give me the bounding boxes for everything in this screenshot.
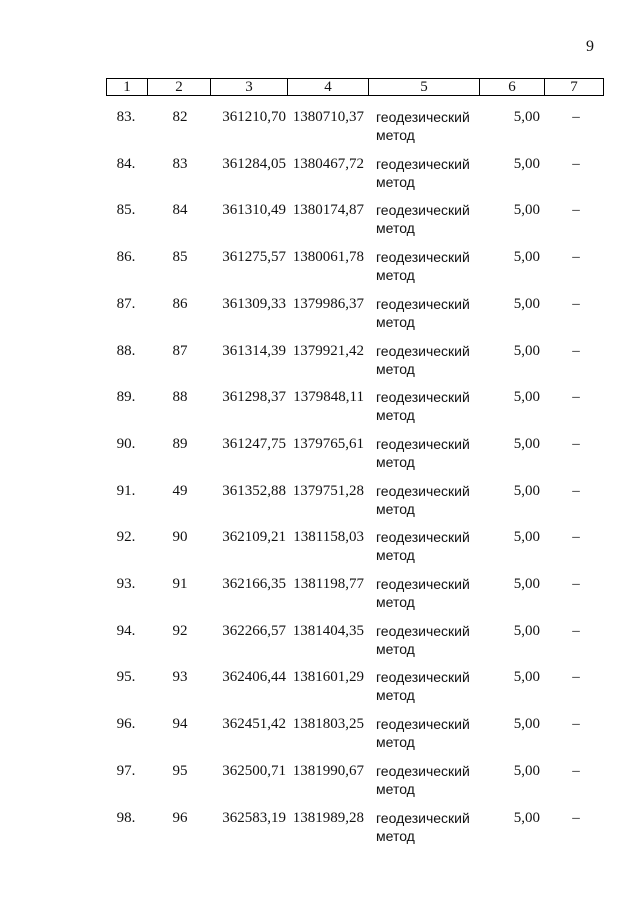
note-cell: – bbox=[572, 762, 580, 779]
x-coordinate-cell: 361275,57 bbox=[222, 249, 286, 266]
method-line-1: геодезический bbox=[376, 202, 470, 219]
method-line-1: геодезический bbox=[376, 155, 470, 172]
x-coordinate-cell: 362109,21 bbox=[222, 529, 286, 546]
note-cell: – bbox=[572, 109, 580, 125]
previous-point-cell: 87 bbox=[172, 342, 188, 359]
point-number-cell: 84. bbox=[116, 155, 136, 172]
accuracy-cell: 5,00 bbox=[513, 762, 540, 779]
previous-point-cell: 95 bbox=[172, 762, 188, 779]
method-line-2: метод bbox=[376, 407, 415, 424]
x-coordinate-cell: 361352,88 bbox=[222, 482, 286, 499]
previous-point-cell: 84 bbox=[172, 202, 188, 219]
previous-point-cell: 96 bbox=[172, 809, 188, 826]
y-coordinate-cell: 1380710,37 bbox=[292, 109, 364, 125]
y-coordinate-cell: 1381198,77 bbox=[293, 576, 364, 592]
note-cell: – bbox=[572, 809, 580, 826]
accuracy-cell: 5,00 bbox=[513, 576, 540, 592]
note-cell: – bbox=[572, 202, 580, 219]
method-line-1: геодезический bbox=[376, 389, 470, 406]
accuracy-cell: 5,00 bbox=[513, 669, 540, 686]
method-cell bbox=[376, 388, 486, 424]
method-line-2: метод bbox=[376, 220, 415, 237]
accuracy-cell: 5,00 bbox=[513, 482, 540, 499]
note-cell: – bbox=[572, 622, 580, 639]
method-line-2: метод bbox=[376, 360, 415, 377]
method-line-2: метод bbox=[376, 547, 415, 564]
accuracy-cell: 5,00 bbox=[513, 342, 540, 359]
note-cell: – bbox=[572, 389, 580, 406]
note-cell: – bbox=[572, 342, 580, 359]
point-number-cell: 83. bbox=[116, 109, 136, 125]
previous-point-cell: 86 bbox=[172, 295, 188, 312]
method-line-2: метод bbox=[376, 313, 415, 330]
method-line-1: геодезический bbox=[376, 576, 470, 592]
previous-point-cell: 85 bbox=[172, 249, 188, 266]
method-line-2: метод bbox=[376, 687, 415, 704]
table-row bbox=[0, 715, 640, 761]
table-row bbox=[0, 295, 640, 341]
column-header: 5 bbox=[369, 79, 480, 96]
method-line-1: геодезический bbox=[376, 716, 470, 733]
table-row bbox=[0, 201, 640, 247]
table-row bbox=[0, 528, 640, 574]
note-cell: – bbox=[572, 669, 580, 686]
method-cell bbox=[376, 809, 486, 845]
point-number-cell: 96. bbox=[116, 716, 136, 733]
point-number-cell: 88. bbox=[116, 342, 136, 359]
column-header: 3 bbox=[211, 79, 288, 96]
method-cell bbox=[376, 155, 486, 191]
method-line-1: геодезический bbox=[376, 809, 470, 826]
x-coordinate-cell: 362583,19 bbox=[222, 809, 286, 826]
previous-point-cell: 94 bbox=[172, 716, 188, 733]
x-coordinate-cell: 361314,39 bbox=[222, 342, 286, 359]
method-cell bbox=[376, 668, 486, 704]
point-number-cell: 93. bbox=[116, 576, 136, 592]
method-cell bbox=[376, 201, 486, 237]
x-coordinate-cell: 361247,75 bbox=[222, 435, 286, 452]
method-line-1: геодезический bbox=[376, 669, 470, 686]
note-cell: – bbox=[572, 155, 580, 172]
y-coordinate-cell: 1379986,37 bbox=[292, 295, 364, 312]
method-line-1: геодезический bbox=[376, 762, 470, 779]
y-coordinate-cell: 1381404,35 bbox=[292, 622, 364, 639]
x-coordinate-cell: 362266,57 bbox=[222, 622, 286, 639]
y-coordinate-cell: 1380174,87 bbox=[292, 202, 364, 219]
column-header-table bbox=[106, 78, 604, 96]
method-line-1: геодезический bbox=[376, 482, 470, 499]
method-line-2: метод bbox=[376, 734, 415, 751]
y-coordinate-cell: 1379751,28 bbox=[292, 482, 364, 499]
method-line-1: геодезический bbox=[376, 249, 470, 266]
table-row bbox=[0, 622, 640, 668]
previous-point-cell: 88 bbox=[172, 389, 188, 406]
method-line-2: метод bbox=[376, 173, 415, 190]
y-coordinate-cell: 1381990,67 bbox=[292, 762, 364, 779]
previous-point-cell: 83 bbox=[172, 155, 188, 172]
x-coordinate-cell: 362166,35 bbox=[222, 576, 286, 592]
table-row bbox=[0, 762, 640, 808]
note-cell: – bbox=[572, 295, 580, 312]
previous-point-cell: 90 bbox=[172, 529, 188, 546]
x-coordinate-cell: 362451,42 bbox=[222, 716, 286, 733]
y-coordinate-cell: 1381989,28 bbox=[292, 809, 364, 826]
accuracy-cell: 5,00 bbox=[513, 716, 540, 733]
method-line-1: геодезический bbox=[376, 622, 470, 639]
y-coordinate-cell: 1381158,03 bbox=[293, 529, 364, 546]
note-cell: – bbox=[572, 529, 580, 546]
x-coordinate-cell: 361310,49 bbox=[222, 202, 286, 219]
previous-point-cell: 49 bbox=[172, 482, 188, 499]
point-number-cell: 87. bbox=[116, 295, 136, 312]
note-cell: – bbox=[572, 435, 580, 452]
y-coordinate-cell: 1379848,11 bbox=[293, 389, 364, 406]
column-header: 4 bbox=[288, 79, 369, 96]
x-coordinate-cell: 362406,44 bbox=[222, 669, 286, 686]
point-number-cell: 90. bbox=[116, 435, 136, 452]
method-line-1: геодезический bbox=[376, 529, 470, 546]
y-coordinate-cell: 1379921,42 bbox=[292, 342, 364, 359]
method-line-1: геодезический bbox=[376, 295, 470, 312]
previous-point-cell: 93 bbox=[172, 669, 188, 686]
previous-point-cell: 89 bbox=[172, 435, 188, 452]
y-coordinate-cell: 1381803,25 bbox=[292, 716, 364, 733]
method-line-1: геодезический bbox=[376, 435, 470, 452]
table-row bbox=[0, 388, 640, 434]
method-cell bbox=[376, 435, 486, 471]
method-cell bbox=[376, 575, 486, 611]
table-row bbox=[0, 108, 640, 154]
table-row bbox=[0, 342, 640, 388]
method-line-2: метод bbox=[376, 127, 415, 143]
previous-point-cell: 91 bbox=[172, 576, 188, 592]
column-header-row bbox=[107, 79, 604, 96]
accuracy-cell: 5,00 bbox=[513, 249, 540, 266]
table-row bbox=[0, 155, 640, 201]
point-number-cell: 94. bbox=[116, 622, 136, 639]
column-header: 2 bbox=[148, 79, 211, 96]
table-row bbox=[0, 435, 640, 481]
column-header: 1 bbox=[107, 79, 148, 96]
method-cell bbox=[376, 342, 486, 378]
method-line-2: метод bbox=[376, 827, 415, 844]
point-number-cell: 92. bbox=[116, 529, 136, 546]
accuracy-cell: 5,00 bbox=[513, 809, 540, 826]
method-cell bbox=[376, 248, 486, 284]
y-coordinate-cell: 1379765,61 bbox=[292, 435, 364, 452]
x-coordinate-cell: 361210,70 bbox=[222, 109, 286, 125]
x-coordinate-cell: 362500,71 bbox=[222, 762, 286, 779]
column-header: 6 bbox=[480, 79, 545, 96]
method-line-1: геодезический bbox=[376, 109, 470, 125]
accuracy-cell: 5,00 bbox=[513, 389, 540, 406]
y-coordinate-cell: 1381601,29 bbox=[292, 669, 364, 686]
table-row bbox=[0, 575, 640, 621]
accuracy-cell: 5,00 bbox=[513, 109, 540, 125]
method-cell bbox=[376, 528, 486, 564]
y-coordinate-cell: 1380467,72 bbox=[292, 155, 364, 172]
point-number-cell: 91. bbox=[116, 482, 136, 499]
previous-point-cell: 92 bbox=[172, 622, 188, 639]
page-number: 9 bbox=[586, 38, 594, 55]
x-coordinate-cell: 361284,05 bbox=[222, 155, 286, 172]
x-coordinate-cell: 361298,37 bbox=[222, 389, 286, 406]
accuracy-cell: 5,00 bbox=[513, 295, 540, 312]
previous-point-cell: 82 bbox=[172, 109, 188, 125]
method-cell bbox=[376, 622, 486, 658]
point-number-cell: 86. bbox=[116, 249, 136, 266]
x-coordinate-cell: 361309,33 bbox=[222, 295, 286, 312]
point-number-cell: 97. bbox=[116, 762, 136, 779]
method-cell bbox=[376, 762, 486, 798]
table-row bbox=[0, 248, 640, 294]
method-line-1: геодезический bbox=[376, 342, 470, 359]
point-number-cell: 89. bbox=[116, 389, 136, 406]
point-number-cell: 95. bbox=[116, 669, 136, 686]
method-cell bbox=[376, 482, 486, 518]
method-line-2: метод bbox=[376, 640, 415, 657]
note-cell: – bbox=[572, 482, 580, 499]
point-number-cell: 98. bbox=[116, 809, 136, 826]
method-line-2: метод bbox=[376, 780, 415, 797]
method-cell bbox=[376, 715, 486, 751]
note-cell: – bbox=[572, 576, 580, 592]
accuracy-cell: 5,00 bbox=[513, 529, 540, 546]
accuracy-cell: 5,00 bbox=[513, 435, 540, 452]
method-line-2: метод bbox=[376, 594, 415, 610]
table-row bbox=[0, 668, 640, 714]
y-coordinate-cell: 1380061,78 bbox=[292, 249, 364, 266]
method-cell bbox=[376, 295, 486, 331]
accuracy-cell: 5,00 bbox=[513, 202, 540, 219]
method-cell bbox=[376, 108, 486, 144]
note-cell: – bbox=[572, 249, 580, 266]
method-line-2: метод bbox=[376, 453, 415, 470]
method-line-2: метод bbox=[376, 500, 415, 517]
note-cell: – bbox=[572, 716, 580, 733]
table-row bbox=[0, 482, 640, 528]
method-line-2: метод bbox=[376, 267, 415, 284]
accuracy-cell: 5,00 bbox=[513, 622, 540, 639]
column-header: 7 bbox=[545, 79, 604, 96]
table-row bbox=[0, 809, 640, 855]
accuracy-cell: 5,00 bbox=[513, 155, 540, 172]
point-number-cell: 85. bbox=[116, 202, 136, 219]
